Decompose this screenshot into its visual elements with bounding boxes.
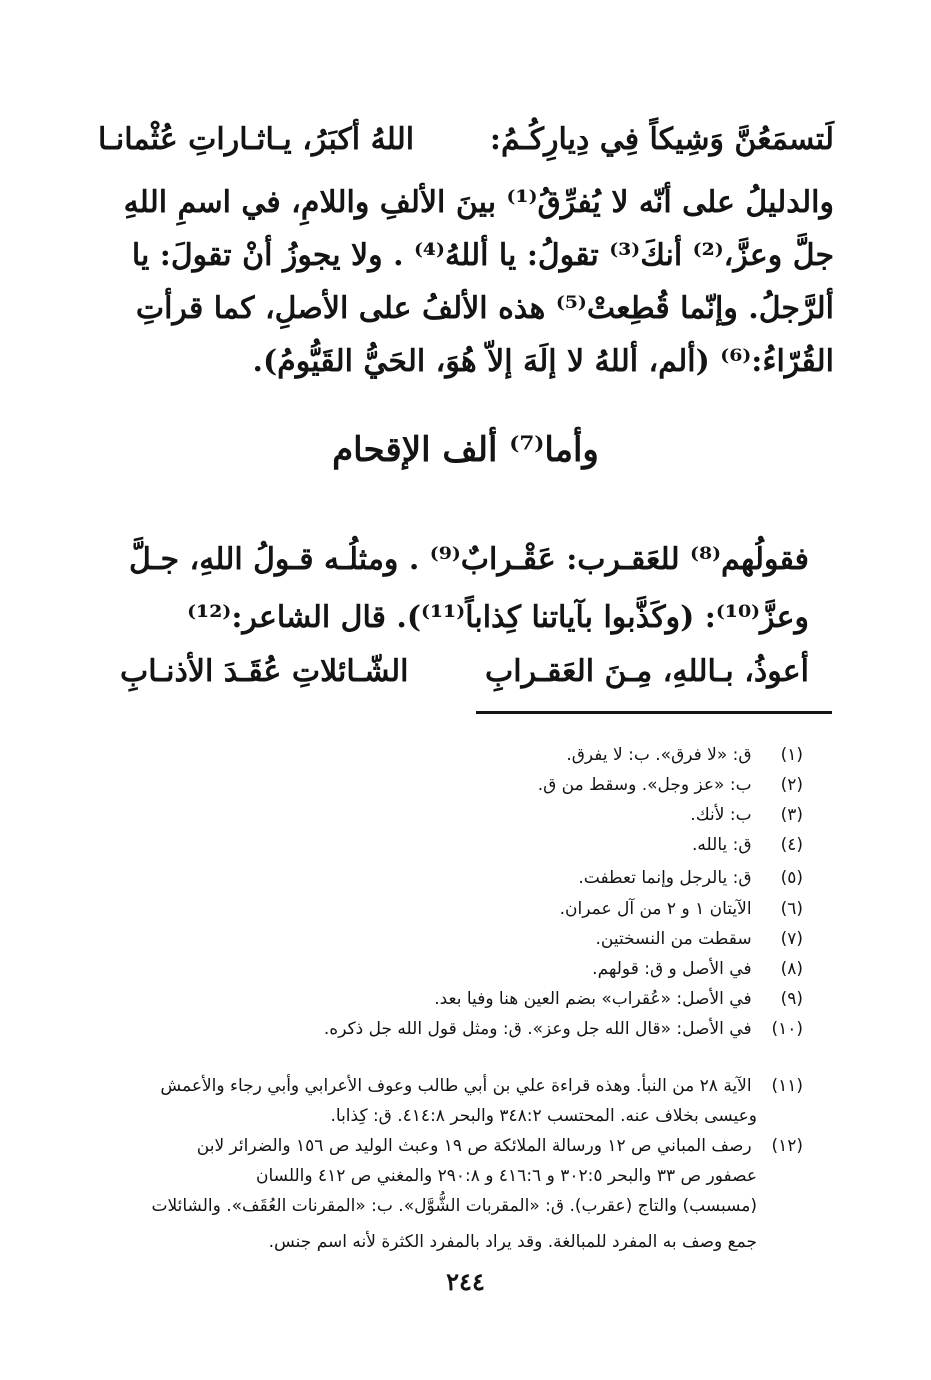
page-number: ٢٤٤	[446, 1267, 485, 1296]
footnote-number: (٤)	[780, 835, 803, 855]
footnote-continuation: جمع وصف به المفرد للمبالغة. وقد يراد بالمفرد الكثرة لأنه اسم جنس.	[268, 1232, 757, 1252]
footnote-number: (٧)	[780, 929, 803, 949]
footnote-continuation: (مسبسب) والتاج (عقرب). ق: «المقربات الشُّوَّل». ب: «المقرنات العُقَف». والشائلات	[151, 1196, 757, 1216]
section-heading: وأما⁽⁷⁾ ألف الإقحام	[332, 430, 599, 470]
footnote-text: ق: يالله.	[692, 835, 752, 855]
footnote-text: الآية ٢٨ من النبأ. وهذه قراءة علي بن أبي طالب وعوف الأعرابي وأبي رجاء والأعمش	[160, 1076, 752, 1096]
footnote	[592, 957, 803, 981]
footnote-text: ق: «لا فرق». ب: لا يفرق.	[566, 745, 752, 765]
footnote-text: ب: «عز وجل». وسقط من ق.	[537, 775, 752, 795]
footnote	[324, 1017, 803, 1041]
footnote-number: (٥)	[780, 868, 803, 888]
footnote-text: سقطت من النسختين.	[595, 929, 752, 949]
footnote-continuation: عصفور ص ٣٣ والبحر ٣٠٢:٥ و ٤١٦:٦ و ٢٩٠:٨ والمغني ص ٤١٢ واللسان	[256, 1166, 757, 1186]
footnote	[595, 927, 803, 951]
poem-hemistich-left: الشّـائلاتِ عُقَـدَ الأذنـابِ	[120, 654, 409, 689]
verse-hemistich-left: اللهُ أكبَرُ، يـاثـاراتِ عُثْمانـا	[98, 122, 415, 157]
footnote-text: رصف المباني ص ١٢ ورسالة الملائكة ص ١٩ وعبث الوليد ص ١٥٦ والضرائر لابن	[196, 1136, 752, 1156]
footnote-text: في الأصل و ق: قولهم.	[592, 959, 752, 979]
paragraph-line: والدليلُ على أنّه لا يُفرِّقُ⁽¹⁾ بينَ الألفِ واللامِ، في اسمِ اللهِ	[123, 185, 834, 220]
section-line: وعزَّ⁽¹⁰⁾: (وكَذَّبوا بآياتنا كِذاباً⁽¹¹⁾). قال الشاعر:⁽¹²⁾	[187, 600, 809, 635]
footnote	[692, 833, 803, 857]
footnote	[560, 897, 803, 921]
footnote-number: (٣)	[780, 805, 803, 825]
section-line: فقولُهم⁽⁸⁾ للعَقـرب: عَقْـرابٌ⁽⁹⁾ . ومثلُـه قـولُ اللهِ، جـلَّ	[129, 542, 809, 577]
footnote	[690, 803, 803, 827]
paragraph-line: القُرّاءُ:⁽⁶⁾ (ألم، أللهُ لا إلَهَ إلاّ هُوَ، الحَيُّ القَيُّومُ).	[252, 344, 834, 379]
footnote	[566, 743, 803, 767]
verse-hemistich-right: لَتسمَعُنَّ وَشِيكاً فِي دِيارِكُـمُ:	[489, 122, 834, 157]
footnote-separator	[476, 711, 832, 714]
footnote-continuation: وعيسى بخلاف عنه. المحتسب ٣٤٨:٢ والبحر ٤١٤:٨. ق: كِذابا.	[330, 1106, 757, 1126]
footnote-number: (٦)	[780, 899, 803, 919]
footnote-text: الآيتان ١ و ٢ من آل عمران.	[559, 899, 752, 919]
footnote-text: في الأصل: «عُقراب» بضم العين هنا وفيا بعد.	[434, 989, 752, 1009]
footnote	[538, 773, 803, 797]
footnote	[160, 1074, 803, 1098]
paragraph-line: ألرَّجلُ. وإنّما قُطِعتْ⁽⁵⁾ هذه الألفُ على الأصلِ، كما قرأتِ	[135, 291, 834, 326]
footnote	[197, 1134, 803, 1158]
footnote-number: (١٢)	[771, 1136, 803, 1156]
footnote-number: (١)	[780, 745, 803, 765]
footnote	[578, 866, 803, 890]
footnote-number: (٨)	[780, 959, 803, 979]
paragraph-line: جلَّ وعزَّ،⁽²⁾ أنكَ⁽³⁾ تقولُ: يا أللهُ⁽⁴⁾ . ولا يجوزُ أنْ تقولَ: يا	[131, 238, 834, 273]
footnote-text: ب: لأنك.	[690, 805, 752, 825]
footnote-number: (١٠)	[771, 1019, 803, 1039]
footnote-text: ق: يالرجل وإنما تعطفت.	[578, 868, 752, 888]
footnote-number: (١١)	[771, 1076, 803, 1096]
footnote-number: (٢)	[780, 775, 803, 795]
footnote-text: في الأصل: «قال الله جل وعز». ق: ومثل قول الله جل ذكره.	[323, 1019, 752, 1039]
poem-hemistich-right: أعوذُ، بـاللهِ، مِـنَ العَقـرابِ	[485, 654, 809, 689]
footnote-number: (٩)	[780, 989, 803, 1009]
footnote	[434, 987, 803, 1011]
